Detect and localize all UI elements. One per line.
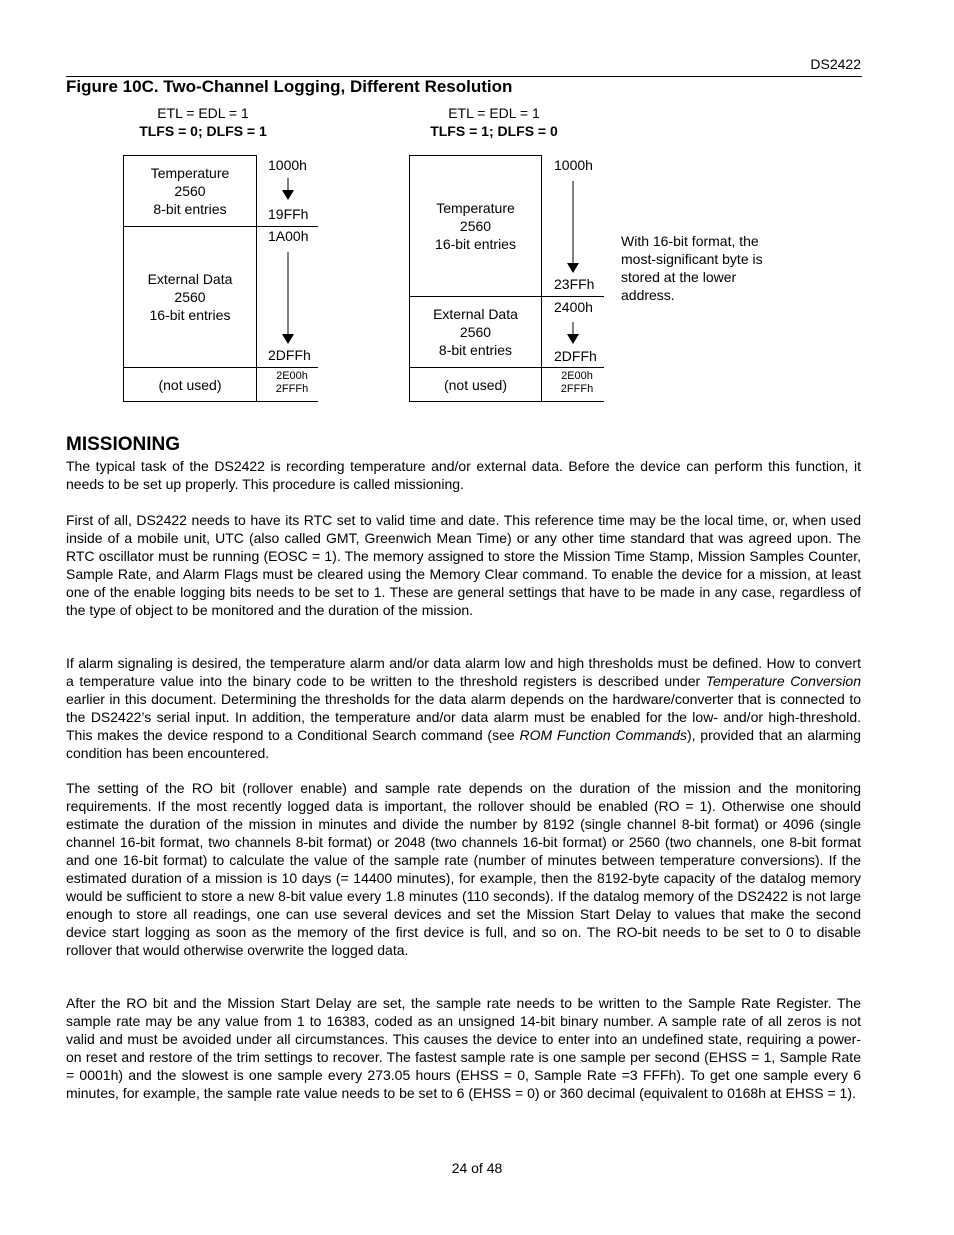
block-count: 2560	[174, 289, 206, 305]
figure-note: With 16-bit format, the most-significant byte is stored at the lower address.	[621, 233, 763, 303]
paragraph-4: The setting of the RO bit (rollover enable) and sample rate depends on the duration of the mission and the monitoring requirements. If the most recently logged data is important, the rollover should be enabled (RO = 1). Otherwise one should estimate the duration of the mission in minutes and divide the number by 8192 (single channel 8-bit format) or 4096 (single channel 16-bit format, two channels 8-bit format) or 2048 (two channels 16-bit format) or 2560 (two channels, one 8-bit format and one 16-bit format) to calculate the value of the sample rate (number of minutes between temperature conversions). If the estimated duration of a mission is 10 days (= 14400 minutes), for example, then the 8192-byte capacity of the datalog memory would be sufficient to store a new 8-bit value every 1.8 minutes (110 seconds). If the datalog memory of the DS2422 is not large enough to store all readings, one can use several devices and set the Mission Start Delay to values that make the second device start logging as soon as the memory of the first device is full, and so on. The RO-bit needs to be set to 0 to disable rollover that would otherwise overwrite the logged data.	[66, 780, 861, 958]
paragraph-3-text: earlier in this document. Determining the thresholds for the data alarm depends on the hardware/converter that is connected to the DS2422’s serial input. In addition, the temperature and/or data alarm must be enabled for the low- and/or high-threshold. This makes the device respond to a Conditional Search command (see	[66, 691, 861, 743]
right-temp-end-address: 23FFh	[554, 276, 595, 292]
paragraph-3-text: If alarm signaling is desired, the temperature alarm and/or data alarm low and high thresholds must be defined. How to convert a temperature value into the binary code to be written to the threshold registers is described under	[66, 655, 861, 689]
block-label: (not used)	[443, 376, 508, 393]
paragraph-3	[66, 654, 861, 762]
right-unused-address-range	[547, 370, 607, 396]
left-unused-address-range	[262, 370, 322, 396]
left-block-not-used	[124, 368, 256, 401]
start-address: 2E00h	[276, 370, 308, 382]
document-id: DS2422	[810, 56, 861, 72]
left-temp-end-address: 19FFh	[268, 206, 309, 222]
left-caption	[123, 104, 283, 140]
paragraph-2: First of all, DS2422 needs to have its RTC set to valid time and date. This reference time may be the local time, or, when used inside of a mobile unit, UTC (also called GMT, Greenwich Mean Time) or any other time standard that was agreed upon. The RTC oscillator must be running (EOSC = 1). The memory assigned to store the Mission Time Stamp, Mission Samples Counter, Sample Rate, and Alarm Flags must be cleared using the Memory Clear command. To enable the device for a mission, at least one of the enable logging bits needs to be set to 1. These are general settings that have to be made in any case, regardless of the type of object to be monitored and the duration of the mission.	[66, 512, 861, 618]
paragraph-5: After the RO bit and the Mission Start Delay are set, the sample rate needs to be written to the Sample Rate Register. The sample rate may be any value from 1 to 16383, coded as an unsigned 14-bit binary number. A sample rate of all zeros is not valid and must be avoided under all circumstances. This causes the device to enter into an undefined state, requiring a power-on reset and restore of the trim settings to recover. The fastest sample rate is one sample per second (EHSS = 1, Sample Rate = 0001h) and the slowest is one sample every 273.05 hours (EHSS = 0, Sample Rate =3 FFFh). To get one sample every 6 minutes, for example, the sample rate value needs to be set to 6 (EHSS = 0) or 360 decimal (equivalent to 0168h at EHSS = 1).	[66, 995, 861, 1101]
block-count: 2560	[459, 218, 492, 234]
left-temp-start-address: 1000h	[268, 157, 307, 173]
right-caption	[409, 104, 579, 140]
right-temp-arrow	[566, 181, 580, 275]
right-ext-start-address: 2400h	[554, 299, 593, 315]
left-ext-start-address: 1A00h	[268, 228, 309, 244]
right-caption-line1: ETL = EDL = 1	[448, 105, 540, 121]
block-label: (not used)	[158, 376, 222, 393]
right-temp-start-address: 1000h	[554, 157, 593, 173]
left-block-temperature	[124, 156, 256, 226]
right-block-external-data	[410, 297, 541, 367]
section-heading: MISSIONING	[66, 434, 181, 455]
start-address: 2E00h	[561, 370, 593, 382]
right-ext-arrow	[566, 322, 580, 346]
block-format: 16-bit entries	[149, 307, 231, 323]
block-label: Temperature	[436, 200, 515, 216]
right-block-not-used	[410, 368, 541, 401]
paragraph-3-text: ), provided that an alarming condition has been encountered.	[66, 727, 861, 761]
left-ext-arrow	[281, 252, 295, 346]
paragraph-1: The typical task of the DS2422 is recording temperature and/or external data. Before the device can perform this function, it needs to be set up properly. This procedure is called missioning.	[66, 458, 861, 492]
reference-rom-function-commands: ROM Function Commands	[519, 727, 687, 743]
block-format: 8-bit entries	[438, 342, 513, 358]
block-label: External Data	[147, 271, 233, 287]
block-count: 2560	[174, 183, 206, 199]
right-caption-line2: TLFS = 1; DLFS = 0	[430, 123, 558, 139]
left-temp-arrow	[281, 178, 295, 202]
left-caption-line2: TLFS = 0; DLFS = 1	[139, 123, 267, 139]
page-number: 24 of 48	[451, 1160, 503, 1176]
figure-title: Figure 10C. Two-Channel Logging, Different Resolution	[66, 77, 513, 96]
left-ext-end-address: 2DFFh	[268, 347, 311, 363]
block-label: Temperature	[150, 165, 230, 181]
end-address: 2FFFh	[275, 383, 309, 395]
right-block-temperature	[410, 156, 541, 296]
block-label: External Data	[433, 306, 518, 322]
reference-temperature-conversion: Temperature Conversion	[705, 673, 862, 689]
block-format: 16-bit entries	[435, 236, 516, 252]
left-block-external-data	[124, 227, 256, 367]
right-ext-end-address: 2DFFh	[554, 348, 597, 364]
block-count: 2560	[459, 324, 492, 340]
end-address: 2FFFh	[560, 383, 594, 395]
left-caption-line1: ETL = EDL = 1	[157, 105, 249, 121]
block-format: 8-bit entries	[153, 201, 227, 217]
